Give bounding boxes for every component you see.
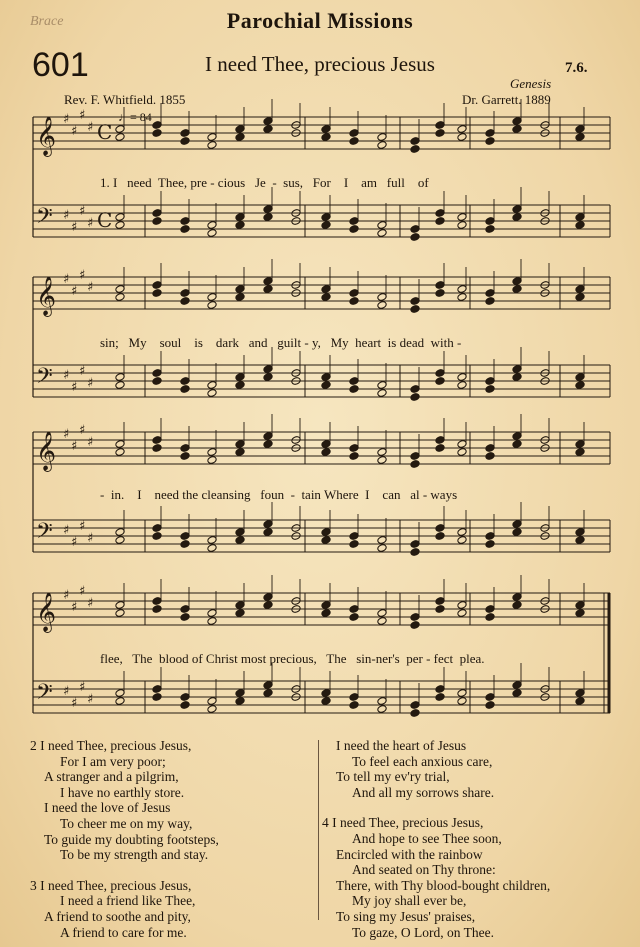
note-head bbox=[115, 133, 125, 142]
note-head bbox=[321, 221, 331, 230]
sharp-sign-icon: ♯ bbox=[71, 284, 78, 299]
verse-line: I need the heart of Jesus bbox=[336, 738, 467, 753]
sharp-sign-icon: ♯ bbox=[63, 588, 70, 603]
note-head bbox=[575, 536, 585, 545]
note-head bbox=[512, 601, 522, 610]
note-head bbox=[435, 532, 445, 541]
note-head bbox=[115, 697, 125, 706]
note-head bbox=[263, 528, 273, 537]
note-head bbox=[377, 389, 387, 398]
verse-line: To tell my ev'ry trial, bbox=[336, 769, 450, 785]
note-head bbox=[377, 301, 387, 310]
note-head bbox=[235, 221, 245, 230]
note-head bbox=[457, 697, 467, 706]
note-head bbox=[235, 293, 245, 302]
note-head bbox=[485, 297, 495, 306]
note-head bbox=[321, 697, 331, 706]
note-head bbox=[457, 133, 467, 142]
note-head bbox=[410, 393, 420, 402]
sharp-sign-icon: ♯ bbox=[63, 368, 70, 383]
lyric-line-1: 1. I need Thee, pre - cious Je - sus, For I am full of bbox=[100, 175, 429, 190]
sharp-sign-icon: ♯ bbox=[71, 600, 78, 615]
verse-line: 3 I need Thee, precious Jesus, bbox=[30, 877, 192, 893]
treble-clef-icon: 𝄞 bbox=[36, 116, 57, 156]
note-head bbox=[349, 297, 359, 306]
note-head bbox=[263, 689, 273, 698]
sharp-sign-icon: ♯ bbox=[71, 220, 78, 235]
verse-2-continued bbox=[322, 738, 622, 800]
note-head bbox=[263, 125, 273, 134]
note-head bbox=[575, 221, 585, 230]
sharp-sign-icon: ♯ bbox=[71, 439, 78, 454]
note-head bbox=[349, 613, 359, 622]
note-head bbox=[180, 137, 190, 146]
note-head bbox=[457, 609, 467, 618]
verse-line: For I am very poor; bbox=[60, 753, 166, 769]
tune-name: Genesis bbox=[510, 76, 552, 91]
note-head bbox=[575, 448, 585, 457]
note-head bbox=[457, 448, 467, 457]
note-head bbox=[575, 609, 585, 618]
sharp-sign-icon: ♯ bbox=[71, 696, 78, 711]
note-head bbox=[235, 448, 245, 457]
note-head bbox=[207, 229, 217, 238]
sharp-sign-icon: ♯ bbox=[71, 535, 78, 550]
note-head bbox=[349, 540, 359, 549]
note-head bbox=[435, 605, 445, 614]
note-head bbox=[115, 221, 125, 230]
note-head bbox=[512, 285, 522, 294]
sharp-sign-icon: ♯ bbox=[79, 423, 86, 438]
hymn-meter: 7.6. bbox=[565, 60, 588, 76]
note-head bbox=[410, 548, 420, 557]
note-head bbox=[457, 381, 467, 390]
note-head bbox=[410, 621, 420, 630]
note-head bbox=[349, 137, 359, 146]
note-head bbox=[575, 293, 585, 302]
note-head bbox=[180, 701, 190, 710]
note-head bbox=[207, 141, 217, 150]
verse-line: I need a friend like Thee, bbox=[60, 893, 196, 909]
verse-line: And hope to see Thee soon, bbox=[352, 830, 502, 846]
note-head bbox=[263, 285, 273, 294]
verse-line: A stranger and a pilgrim, bbox=[44, 769, 179, 785]
verse-2 bbox=[30, 738, 310, 863]
column-divider bbox=[318, 740, 319, 920]
treble-clef-icon: 𝄞 bbox=[36, 592, 57, 632]
note-head bbox=[152, 693, 162, 702]
sharp-sign-icon: ♯ bbox=[79, 519, 86, 534]
note-head bbox=[180, 540, 190, 549]
note-head bbox=[180, 225, 190, 234]
note-head bbox=[485, 137, 495, 146]
note-head bbox=[485, 225, 495, 234]
note-head bbox=[435, 217, 445, 226]
verse-line: I have no earthly store. bbox=[60, 784, 185, 800]
note-head bbox=[575, 133, 585, 142]
sharp-sign-icon: ♯ bbox=[79, 584, 86, 599]
sharp-sign-icon: ♯ bbox=[87, 376, 94, 391]
note-head bbox=[152, 605, 162, 614]
note-head bbox=[485, 385, 495, 394]
lyric-line-2: sin; My soul is dark and guilt - y, My heart is dead with - bbox=[100, 335, 462, 350]
note-head bbox=[263, 601, 273, 610]
note-head bbox=[235, 133, 245, 142]
verse-line: To cheer me on my way, bbox=[60, 815, 193, 831]
bass-clef-icon: 𝄢 bbox=[36, 364, 53, 394]
verse-line: 2 I need Thee, precious Jesus, bbox=[30, 738, 192, 753]
verse-3 bbox=[30, 878, 310, 940]
note-head bbox=[485, 701, 495, 710]
note-head bbox=[263, 440, 273, 449]
note-head bbox=[152, 129, 162, 138]
sharp-sign-icon: ♯ bbox=[71, 380, 78, 395]
treble-clef-icon: 𝄞 bbox=[36, 431, 57, 471]
note-head bbox=[349, 225, 359, 234]
sharp-sign-icon: ♯ bbox=[63, 112, 70, 127]
note-head bbox=[115, 609, 125, 618]
note-head bbox=[321, 448, 331, 457]
verse-line: There, with Thy blood-bought children, bbox=[336, 877, 551, 893]
note-head bbox=[485, 613, 495, 622]
note-head bbox=[207, 705, 217, 714]
sharp-sign-icon: ♯ bbox=[87, 435, 94, 450]
hymn-title: I need Thee, precious Jesus bbox=[205, 52, 435, 76]
note-head bbox=[512, 528, 522, 537]
note-head bbox=[180, 297, 190, 306]
bass-clef-icon: 𝄢 bbox=[36, 519, 53, 549]
verse-line: I need the love of Jesus bbox=[44, 800, 171, 816]
verse-line: My joy shall ever be, bbox=[352, 893, 467, 909]
note-head bbox=[207, 301, 217, 310]
lyric-line-3: - in. I need the cleansing foun - tain Where I can al - ways bbox=[100, 487, 458, 502]
note-head bbox=[410, 233, 420, 242]
verse-line: To gaze, O Lord, on Thee. bbox=[352, 924, 495, 940]
verse-line: And all my sorrows share. bbox=[352, 784, 495, 800]
hymn-number: 601 bbox=[32, 46, 89, 84]
note-head bbox=[349, 452, 359, 461]
note-head bbox=[152, 532, 162, 541]
note-head bbox=[485, 540, 495, 549]
sharp-sign-icon: ♯ bbox=[79, 204, 86, 219]
note-head bbox=[115, 293, 125, 302]
note-head bbox=[180, 452, 190, 461]
note-head bbox=[410, 145, 420, 154]
sharp-sign-icon: ♯ bbox=[87, 280, 94, 295]
note-head bbox=[321, 381, 331, 390]
tempo-marking: ♩= 84 bbox=[118, 110, 152, 124]
note-head bbox=[485, 452, 495, 461]
verse-line: Encircled with the rainbow bbox=[336, 846, 483, 862]
note-head bbox=[152, 377, 162, 386]
note-head bbox=[410, 305, 420, 314]
verse-line: To guide my doubting footsteps, bbox=[44, 831, 219, 847]
sharp-sign-icon: ♯ bbox=[63, 523, 70, 538]
note-head bbox=[377, 456, 387, 465]
note-head bbox=[410, 709, 420, 718]
sharp-sign-icon: ♯ bbox=[63, 272, 70, 287]
sharp-sign-icon: ♯ bbox=[87, 216, 94, 231]
common-time-icon: C bbox=[97, 120, 113, 144]
sharp-sign-icon: ♯ bbox=[87, 531, 94, 546]
note-head bbox=[235, 536, 245, 545]
note-head bbox=[512, 125, 522, 134]
sharp-sign-icon: ♯ bbox=[79, 268, 86, 283]
note-head bbox=[115, 381, 125, 390]
note-head bbox=[410, 460, 420, 469]
note-head bbox=[235, 609, 245, 618]
note-head bbox=[321, 536, 331, 545]
note-head bbox=[152, 444, 162, 453]
corner-scrawl: Brace bbox=[30, 14, 64, 29]
note-head bbox=[152, 217, 162, 226]
note-head bbox=[512, 689, 522, 698]
sharp-sign-icon: ♯ bbox=[87, 120, 94, 135]
verse-line: To be my strength and stay. bbox=[60, 847, 209, 863]
note-head bbox=[457, 536, 467, 545]
verse-4 bbox=[322, 815, 622, 940]
sharp-sign-icon: ♯ bbox=[79, 680, 86, 695]
note-head bbox=[512, 373, 522, 382]
note-head bbox=[435, 377, 445, 386]
verse-line: A friend to care for me. bbox=[60, 924, 187, 940]
note-head bbox=[152, 289, 162, 298]
note-head bbox=[115, 448, 125, 457]
note-head bbox=[435, 444, 445, 453]
common-time-icon: C bbox=[97, 208, 113, 232]
note-head bbox=[207, 389, 217, 398]
sharp-sign-icon: ♯ bbox=[87, 596, 94, 611]
note-head bbox=[435, 693, 445, 702]
sharp-sign-icon: ♯ bbox=[63, 208, 70, 223]
sharp-sign-icon: ♯ bbox=[63, 427, 70, 442]
note-head bbox=[115, 536, 125, 545]
note-head bbox=[207, 456, 217, 465]
note-head bbox=[512, 440, 522, 449]
note-head bbox=[575, 697, 585, 706]
sharp-sign-icon: ♯ bbox=[79, 108, 86, 123]
note-head bbox=[435, 129, 445, 138]
note-head bbox=[180, 385, 190, 394]
note-head bbox=[435, 289, 445, 298]
note-head bbox=[321, 293, 331, 302]
author-credit: Rev. F. Whitfield. 1855 bbox=[64, 92, 186, 107]
note-head bbox=[349, 385, 359, 394]
note-head bbox=[377, 617, 387, 626]
note-head bbox=[207, 617, 217, 626]
note-head bbox=[377, 141, 387, 150]
verse-line: To feel each anxious care, bbox=[352, 753, 493, 769]
bass-clef-icon: 𝄢 bbox=[36, 680, 53, 710]
note-head bbox=[321, 133, 331, 142]
sharp-sign-icon: ♯ bbox=[79, 364, 86, 379]
verses-right-column bbox=[322, 738, 622, 940]
note-head bbox=[575, 381, 585, 390]
verse-line: 4 I need Thee, precious Jesus, bbox=[322, 815, 484, 831]
composer-credit: Dr. Garrett. 1889 bbox=[462, 92, 551, 107]
note-head bbox=[349, 701, 359, 710]
note-head bbox=[512, 213, 522, 222]
note-head bbox=[377, 705, 387, 714]
note-head bbox=[377, 544, 387, 553]
bass-clef-icon: 𝄢 bbox=[36, 204, 53, 234]
sharp-sign-icon: ♯ bbox=[87, 692, 94, 707]
note-head bbox=[235, 381, 245, 390]
verse-line: And seated on Thy throne: bbox=[352, 862, 496, 878]
note-head bbox=[235, 697, 245, 706]
verse-line: A friend to soothe and pity, bbox=[44, 908, 191, 924]
verses-left-column bbox=[30, 738, 310, 940]
note-head bbox=[263, 213, 273, 222]
lyric-line-4: flee, The blood of Christ most precious, The sin-ner's per - fect plea. bbox=[100, 651, 485, 666]
note-head bbox=[457, 293, 467, 302]
note-head bbox=[207, 544, 217, 553]
sharp-sign-icon: ♯ bbox=[63, 684, 70, 699]
page-header: Parochial Missions bbox=[226, 8, 414, 33]
note-head bbox=[263, 373, 273, 382]
verse-line: To sing my Jesus' praises, bbox=[336, 908, 476, 924]
note-head bbox=[377, 229, 387, 238]
note-head bbox=[180, 613, 190, 622]
note-head bbox=[457, 221, 467, 230]
note-head bbox=[321, 609, 331, 618]
treble-clef-icon: 𝄞 bbox=[36, 276, 57, 316]
sharp-sign-icon: ♯ bbox=[71, 124, 78, 139]
